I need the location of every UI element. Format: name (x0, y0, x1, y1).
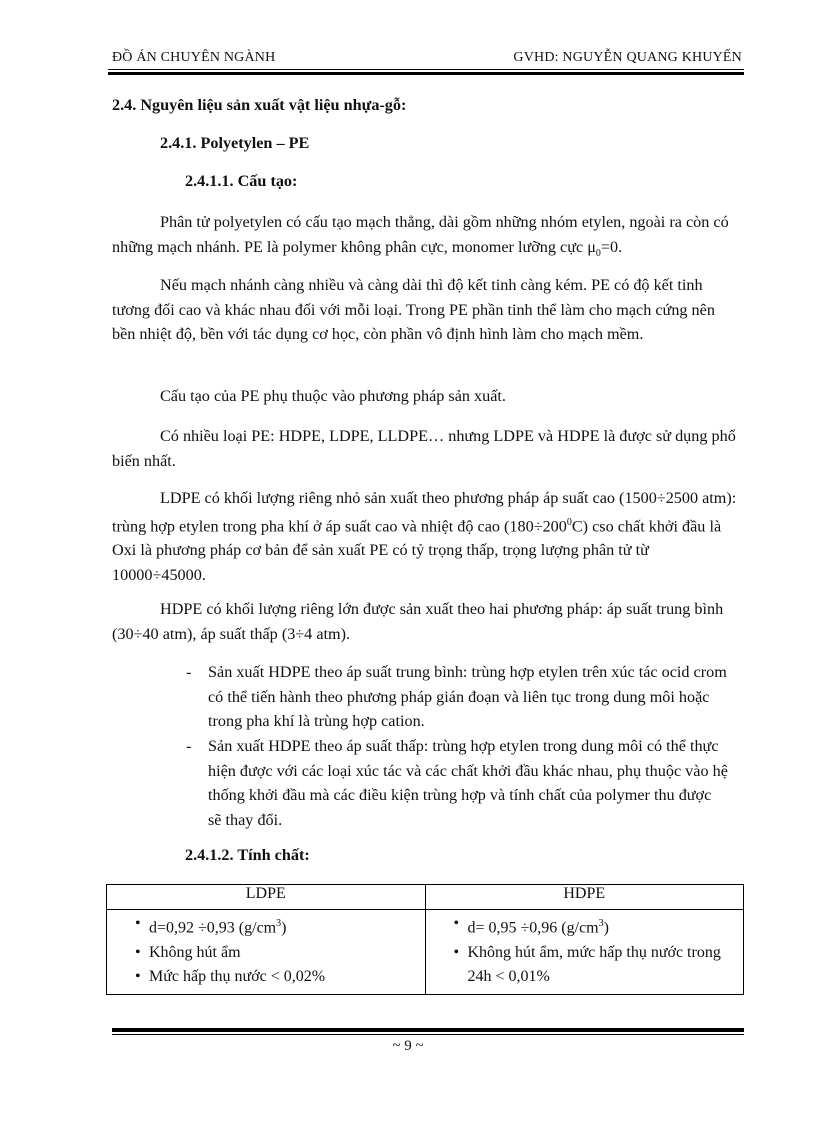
paragraph-6: HDPE có khối lượng riêng lớn được sản xuất theo hai phương pháp: áp suất trung bình (30÷40 atm), áp suất thấp (3÷4 atm). (112, 600, 724, 643)
page-header (112, 50, 742, 70)
heading-2-4-1-1: 2.4.1.1. Cấu tạo: (185, 172, 298, 190)
list-item: • d=0,92 ÷0,93 $(g/cm^3)$ (135, 915, 287, 937)
header-left: ĐỒ ÁN CHUYÊN NGÀNH (112, 50, 276, 65)
list-item: • d= 0,95 ÷0,96 $(g/cm^3)$ (453, 915, 609, 937)
paragraph-4: Có nhiều loại PE: HDPE, LDPE, LLDPE… nhưng LDPE và HDPE là được sử dụng phổ biến nhất. (112, 427, 736, 470)
paragraph-2: Nếu mạch nhánh càng nhiều và càng dài thì độ kết tinh càng kém. PE có độ kết tinh tương đối cao và khác nhau đối với mỗi loại. Trong PE phần tinh thể làm cho mạch cứng nên bền nhiệt độ, bền với tác dụng cơ học, còn phần vô định hình làm cho mạch mềm. (112, 276, 715, 343)
bullet-dash: - (186, 663, 192, 681)
heading-2-4-1: 2.4.1. Polyetylen – PE (160, 134, 310, 152)
list-item: • Không hút ẩm, mức hấp thụ nước trong 24h < 0,01% (453, 943, 721, 986)
paragraph-1: Phân tử polyetylen có cấu tạo mạch thẳng, dài gồm những nhóm etylen, ngoài ra còn có những mạch nhánh. PE là polymer không phân cực, monomer lưỡng cực $\mu_0=0$. (112, 213, 729, 259)
heading-2-4: 2.4. Nguyên liệu sản xuất vật liệu nhựa-gỗ: (112, 96, 407, 114)
paragraph-3: Cấu tạo của PE phụ thuộc vào phương pháp sản xuất. (160, 387, 506, 405)
table-header-hdpe: HDPE (425, 885, 744, 910)
header-right: GVHD: NGUYỄN QUANG KHUYẾN (513, 50, 742, 65)
table-cell-hdpe (425, 910, 744, 995)
table-cell-ldpe (107, 910, 426, 995)
bullet-dash: - (186, 737, 192, 755)
list-item: • Mức hấp thụ nước < 0,02% (135, 968, 326, 986)
heading-2-4-1-2: 2.4.1.2. Tính chất: (185, 846, 310, 864)
bullet-text: Sản xuất HDPE theo áp suất trung bình: trùng hợp etylen trên xúc tác ocid crom có thể tiến hành theo phương pháp gián đoạn và liên tục trong dung môi hoặc trong pha khí là trùng hợp cation. (208, 663, 727, 730)
header-rule-thick (108, 72, 744, 75)
list-item: • Không hút ẩm (135, 943, 241, 961)
table-header-ldpe: LDPE (107, 885, 426, 910)
footer-rule-thick (112, 1028, 744, 1032)
header-rule-thin (108, 69, 744, 70)
page-number: ~ 9 ~ (392, 1038, 424, 1054)
footer-rule-thin (112, 1034, 744, 1035)
properties-table (106, 884, 744, 995)
paragraph-5: LDPE có khối lượng riêng nhỏ sản xuất theo phương pháp áp suất cao (1500÷2500 atm): trùng hợp etylen trong pha khí ở áp suất cao và nhiệt độ cao $(180\div 200^0C)$ cso chất khởi đầu là Oxi là phương pháp cơ bản để sản xuất PE có tỷ trọng thấp, trọng lượng phân tử từ 10000÷45000. (112, 489, 737, 584)
bullet-text: Sản xuất HDPE theo áp suất thấp: trùng hợp etylen trong dung môi có thể thực hiện được với các loại xúc tác và các chất khởi đầu khác nhau, phụ thuộc vào hệ thống khởi đầu mà các điều kiện trùng hợp và tính chất của polymer thu được sẽ thay đổi. (208, 737, 728, 829)
